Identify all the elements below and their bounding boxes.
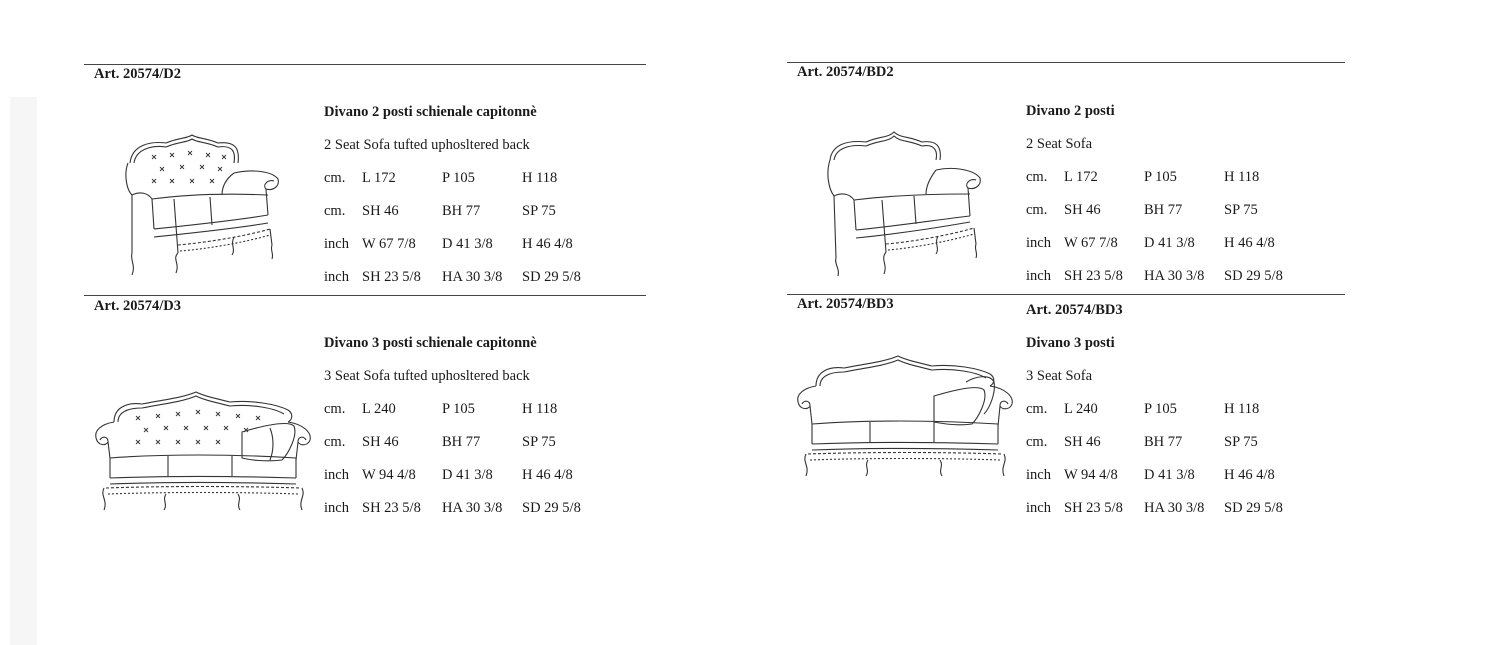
product-title: Divano 2 posti schienale capitonnè [324,104,537,120]
product-info-d2 [324,102,581,300]
dimension-row: cm. L 240 P 105 H 118 [1026,401,1260,417]
dimension-row: cm. L 240 P 105 H 118 [324,401,558,417]
dimension-row: cm. SH 46 BH 77 SP 75 [324,434,556,450]
dimension-row: cm. L 172 P 105 H 118 [324,170,558,186]
dimension-row: cm. SH 46 BH 77 SP 75 [324,203,556,219]
page-edge-shadow [10,97,37,645]
product-info-d3 [324,333,581,531]
sofa-2-seat-tufted-drawing [122,133,284,281]
dimension-row: inch SH 23 5/8 HA 30 3/8 SD 29 5/8 [1026,268,1283,284]
article-code-d3: Art. 20574/D3 [94,298,181,314]
dimension-row: inch W 94 4/8 D 41 3/8 H 46 4/8 [1026,467,1275,483]
dimension-row: inch SH 23 5/8 HA 30 3/8 SD 29 5/8 [1026,500,1283,516]
article-code-d2: Art. 20574/D2 [94,66,181,82]
product-subtitle: 3 Seat Sofa [1026,368,1093,384]
dimension-row: inch SH 23 5/8 HA 30 3/8 SD 29 5/8 [324,500,581,516]
sofa-3-seat-drawing [794,352,1016,480]
dimension-row: inch SH 23 5/8 HA 30 3/8 SD 29 5/8 [324,269,581,285]
dimension-row: inch W 67 7/8 D 41 3/8 H 46 4/8 [324,236,573,252]
sofa-2-seat-drawing [826,130,986,280]
product-subtitle: 2 Seat Sofa tufted uphosltered back [324,137,530,153]
divider-top-left [84,64,646,65]
product-title: Divano 3 posti schienale capitonnè [324,335,537,351]
product-title: Divano 3 posti [1026,335,1115,351]
article-code-bd3: Art. 20574/BD3 [797,296,894,312]
divider-top-right [787,62,1345,63]
dimension-row: inch W 94 4/8 D 41 3/8 H 46 4/8 [324,467,573,483]
product-subtitle: 3 Seat Sofa tufted uphosltered back [324,368,530,384]
product-subtitle: 2 Seat Sofa [1026,136,1093,152]
product-info-bd2 [1026,101,1283,299]
sofa-3-seat-tufted-drawing [92,388,314,514]
dimension-row: cm. SH 46 BH 77 SP 75 [1026,202,1258,218]
dimension-row: cm. L 172 P 105 H 118 [1026,169,1260,185]
article-code-bd3-repeat: Art. 20574/BD3 [1026,302,1123,318]
dimension-row: cm. SH 46 BH 77 SP 75 [1026,434,1258,450]
product-title: Divano 2 posti [1026,103,1115,119]
product-info-bd3 [1026,300,1283,531]
article-code-bd2: Art. 20574/BD2 [797,64,894,80]
dimension-row: inch W 67 7/8 D 41 3/8 H 46 4/8 [1026,235,1275,251]
